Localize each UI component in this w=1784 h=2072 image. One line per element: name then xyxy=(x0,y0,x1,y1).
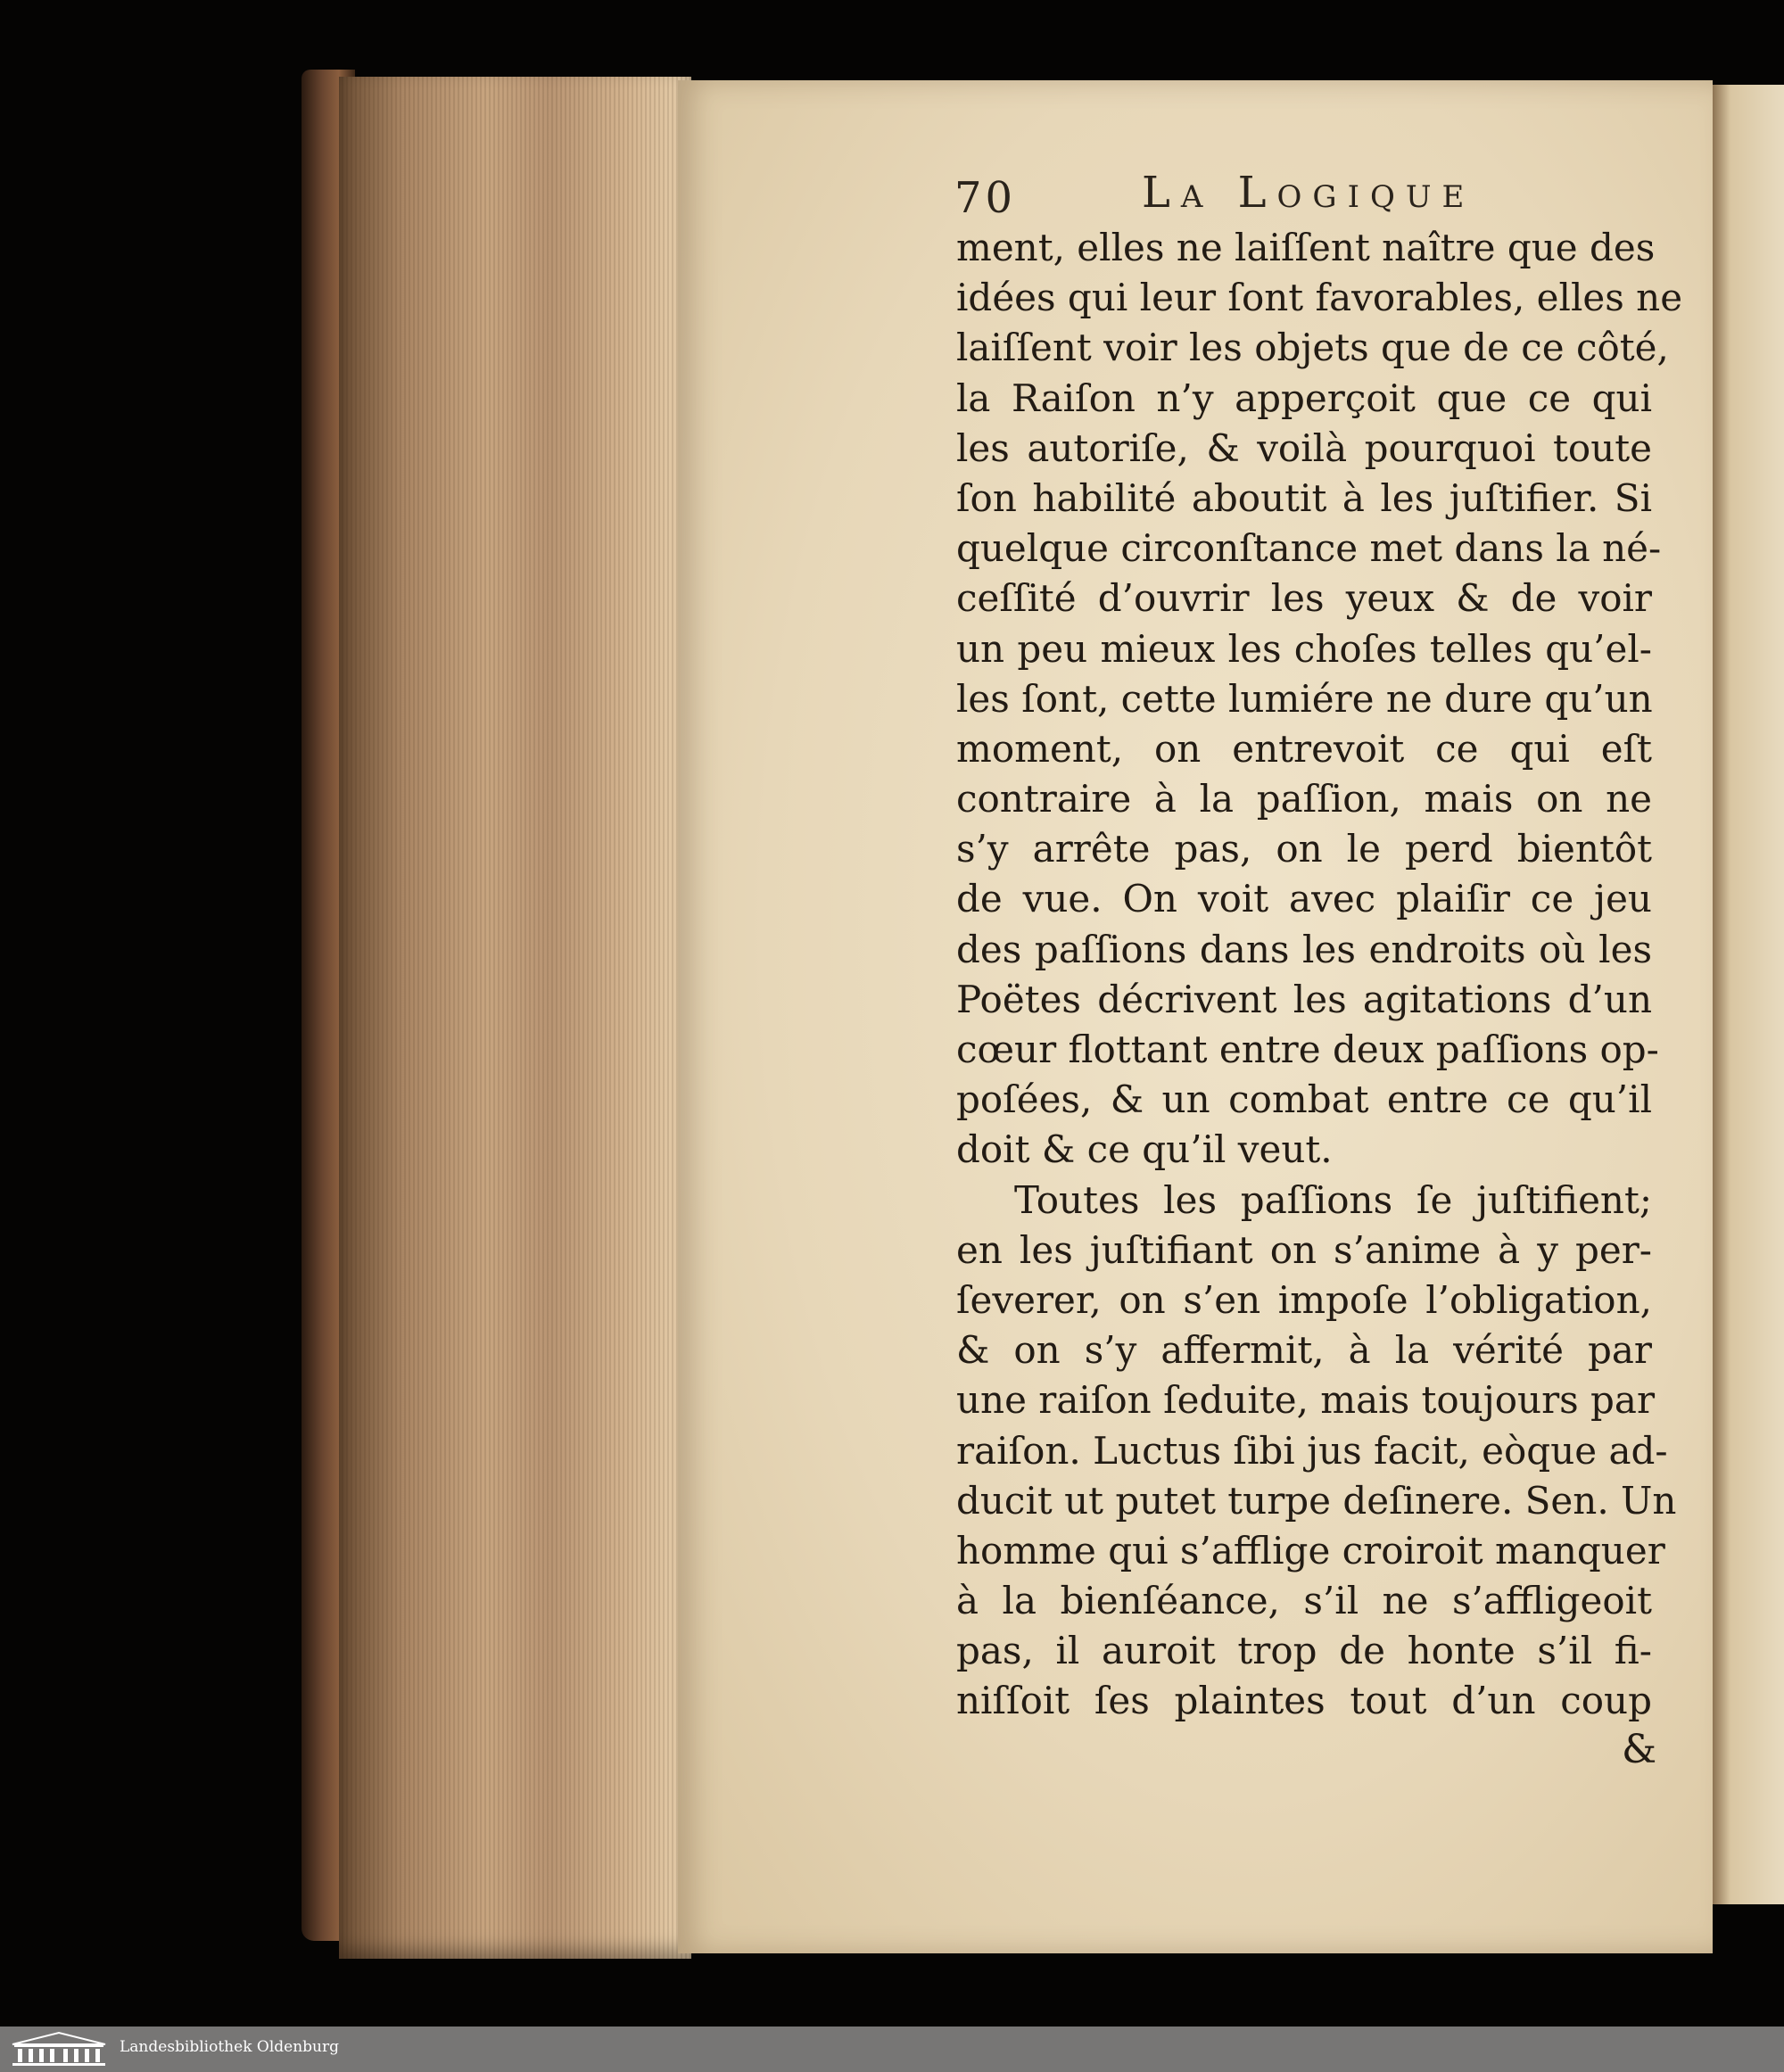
text-line: pas, il auroit trop de honte s’il fi- xyxy=(956,1629,1652,1673)
text-line: ſon habilité aboutit à les juſtifier. Si xyxy=(956,475,1652,520)
text-line: niſſoit ſes plaintes tout d’un coup xyxy=(956,1679,1652,1723)
text-line: idées qui leur ſont favorables, elles ne xyxy=(956,276,1683,320)
text-line: ſeverer, on s’en impoſe l’obligation, xyxy=(956,1277,1652,1322)
text-line: les autoriſe, & voilà pourquoi toute xyxy=(956,425,1652,470)
text-line: un peu mieux les choſes telles qu’el- xyxy=(956,626,1652,671)
text-line: poſées, & un combat entre ce qu’il xyxy=(956,1077,1652,1122)
text-line: raiſon. Luctus ſibi jus facit, eòque ad- xyxy=(956,1428,1668,1473)
text-line: ceſſité d’ouvrir les yeux & de voir xyxy=(956,576,1652,621)
text-line: homme qui s’afflige croiroit manquer xyxy=(956,1528,1665,1573)
text-line: une raiſon ſeduite, mais toujours par xyxy=(956,1378,1656,1423)
catchword: & xyxy=(1622,1727,1657,1772)
text-line: en les juſtifiant on s’anime à y per- xyxy=(956,1227,1652,1272)
text-line: s’y arrête pas, on le perd bientôt xyxy=(956,827,1652,871)
text-line: cœur flottant entre deux paſſions op- xyxy=(956,1028,1659,1071)
text-line: & on s’y affermit, à la vérité par xyxy=(956,1328,1652,1373)
body-text xyxy=(956,223,1683,1727)
text-line: à la bienſéance, s’il ne s’affligeoit xyxy=(956,1579,1652,1623)
running-head xyxy=(954,168,1650,230)
text-line: ducit ut putet turpe deſinere. Sen. Un xyxy=(956,1478,1677,1523)
facing-page-edge xyxy=(1713,85,1784,1904)
library-name: Landesbibliothek Oldenburg xyxy=(120,2038,340,2056)
text-line: quelque circonſtance met dans la né- xyxy=(956,526,1662,571)
text-line: la Raiſon n’y apperçoit que ce qui xyxy=(956,376,1652,420)
text-line: ment, elles ne laiſſent naître que des xyxy=(956,226,1656,269)
running-title: La Logique xyxy=(1142,168,1475,218)
text-line: contraire à la paſſion, mais on ne xyxy=(956,777,1652,821)
text-line: Poëtes décrivent les agitations d’un xyxy=(956,977,1652,1021)
text-line: les ſont, cette lumiére ne dure qu’un xyxy=(956,676,1653,721)
text-line: de vue. On voit avec plaiſir ce jeu xyxy=(956,877,1652,921)
text-line: laiſſent voir les objets que de ce côté, xyxy=(956,326,1669,370)
page-number: 70 xyxy=(954,173,1017,223)
text-line: doit & ce qu’il veut. xyxy=(956,1127,1333,1172)
text-line: Toutes les paſſions ſe juſtifient; xyxy=(1014,1177,1652,1222)
library-building-icon xyxy=(9,2030,109,2068)
page-edges xyxy=(339,77,691,1959)
text-line: moment, on entrevoit ce qui eſt xyxy=(956,726,1652,771)
text-line: des paſſions dans les endroits où les xyxy=(956,927,1652,971)
